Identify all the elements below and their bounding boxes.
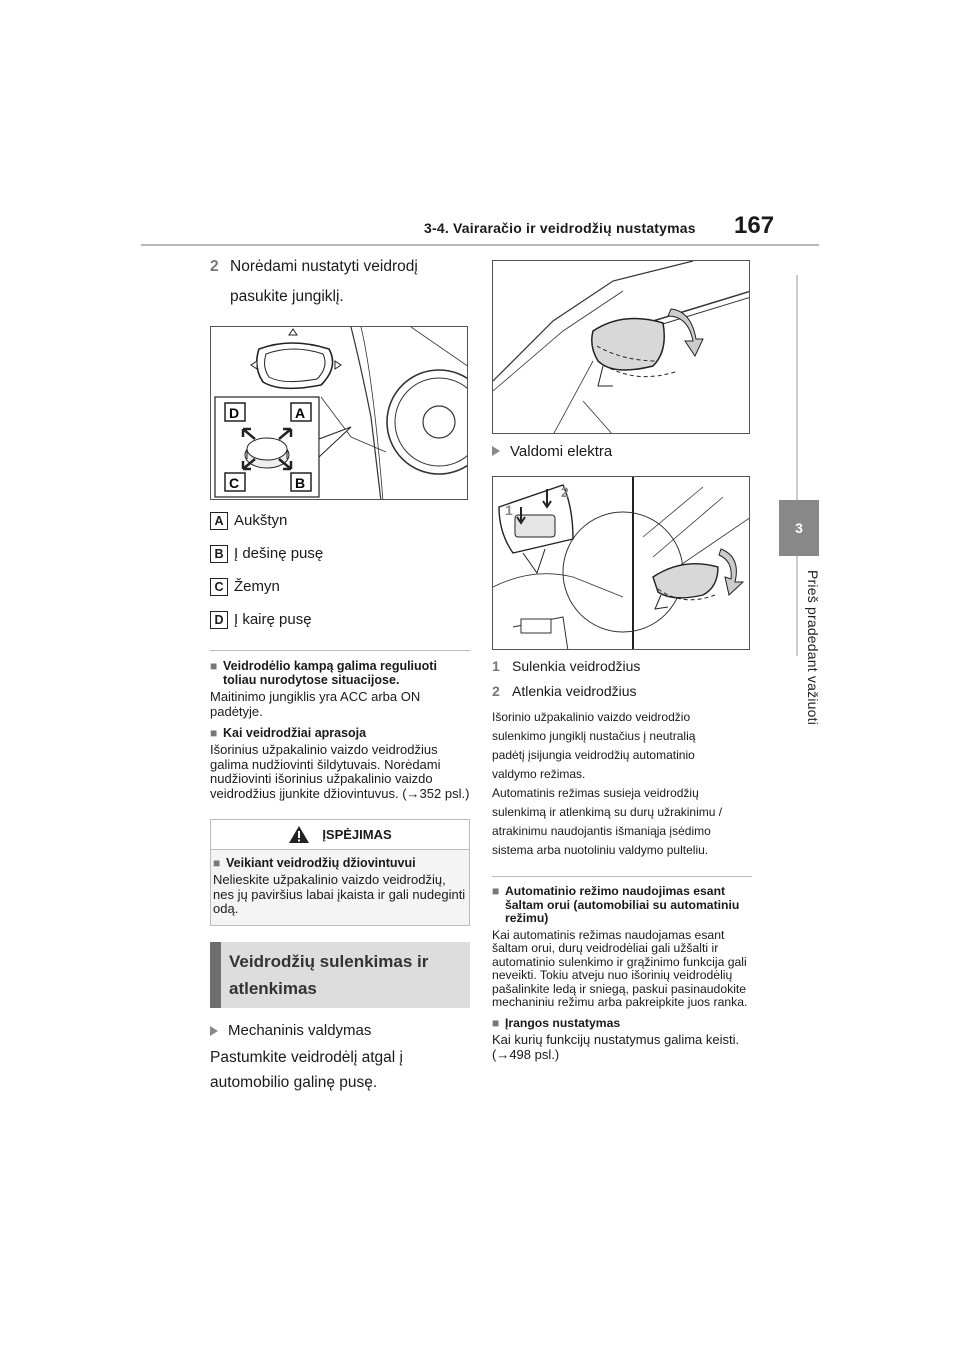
note-heading <box>210 726 470 740</box>
direction-text: Žemyn <box>234 578 280 595</box>
figure-label-a: A <box>295 405 306 421</box>
side-rule-top <box>796 275 798 500</box>
step-text-line2: pasukite jungiklį. <box>230 288 344 305</box>
figure-label-2: 2 <box>561 484 569 500</box>
manual-line2: automobilio galinę pusę. <box>210 1073 378 1091</box>
fold-step <box>492 654 752 679</box>
square-bullet-icon: ■ <box>492 1015 500 1030</box>
step-2 <box>210 252 470 312</box>
note-heading-text: Kai veidrodžiai aprasoja <box>223 726 367 740</box>
mirror-adjust-illustration <box>211 327 468 500</box>
mirror-fold-manual-illustration <box>493 261 750 434</box>
note-heading-text: Veidrodėlio kampą galima reguliuoti toliau nurodytose situacijose. <box>223 659 437 687</box>
manual-instruction <box>210 1045 470 1095</box>
warning-heading-text: Veikiant veidrodžių džiovintuvui <box>226 856 416 870</box>
section-rule <box>210 650 470 651</box>
note-text: Kai automatinis režimas naudojamas esant šaltam orui, durų veidrodėliai gali užšalti ir automatinio sulenkimo ir grąžinimo funkcija gali neveikti. Tokiu atveju nuo išorinių veidrodėlių pašalinkite ledą ir sniegą, paskui pasinaudokite mechaniniu režimu arba pakreipkite juos ranka. <box>492 927 748 1009</box>
square-bullet-icon: ■ <box>213 856 221 870</box>
auto-line: sulenkimą ir atlenkimą su durų užrakinimu / <box>492 805 723 819</box>
bullet-text: Valdomi elektra <box>510 442 613 460</box>
warning-text: Nelieskite užpakalinio vaizdo veidrodžių, nes jų paviršius labai įkaista ir gali nudeginti odą. <box>213 872 466 916</box>
direction-text: Į kairę pusę <box>234 611 312 628</box>
side-rule-bottom <box>796 556 798 656</box>
bullet-electric <box>492 440 752 462</box>
section-heading <box>210 942 470 1008</box>
auto-line: sulenkimo jungiklį nustačius į neutralią <box>492 729 696 743</box>
direction-key: C <box>210 578 228 596</box>
direction-key: D <box>210 611 228 629</box>
triangle-bullet-icon <box>210 1026 218 1036</box>
section-rule <box>492 876 752 877</box>
warning-title-text: ĮSPĖJIMAS <box>322 827 392 842</box>
auto-line: Išorinio užpakalinio vaizdo veidrodžio <box>492 710 691 724</box>
auto-mode-description <box>492 708 752 860</box>
section-title: 3-4. Vairaračio ir veidrodžių nustatymas <box>424 220 696 236</box>
chapter-tab[interactable]: 3 <box>779 500 819 556</box>
auto-line: padėtį įsijungia veidrodžių automatinio <box>492 748 695 762</box>
direction-key: B <box>210 545 228 563</box>
page-number: 167 <box>734 212 775 239</box>
square-bullet-icon: ■ <box>210 659 218 673</box>
auto-line: sistema arba nuotoliniu valdymo pulteliu. <box>492 843 709 857</box>
figure-label-c: C <box>229 475 240 491</box>
step-text: Atlenkia veidrodžius <box>512 683 637 699</box>
note-text: Maitinimo jungiklis yra ACC arba ON padėtyje. <box>210 689 421 719</box>
direction-text: Į dešinę pusę <box>234 545 324 562</box>
step-number: 2 <box>210 258 219 275</box>
auto-line: valdymo režimas. <box>492 767 586 781</box>
note-text[interactable]: Kai kurių funkcijų nustatymus galima keisti. (→498 psl.) <box>492 1032 740 1062</box>
triangle-bullet-icon <box>492 446 500 456</box>
figure-label-1: 1 <box>505 502 513 518</box>
warning-heading <box>213 856 467 870</box>
note-heading <box>210 659 470 687</box>
warning-triangle-icon <box>288 825 310 844</box>
direction-key: A <box>210 512 228 530</box>
manual-line1: Pastumkite veidrodėlį atgal į <box>210 1048 403 1066</box>
note-heading <box>492 885 752 926</box>
square-bullet-icon: ■ <box>210 726 218 740</box>
direction-item <box>210 603 470 636</box>
left-column <box>210 252 470 1095</box>
header-divider <box>141 244 819 246</box>
figure-label-d: D <box>229 405 240 421</box>
warning-title <box>211 820 469 850</box>
warning-box <box>210 819 470 926</box>
mirror-fold-electric-figure <box>492 476 750 650</box>
figure-label-b: B <box>295 475 306 491</box>
note-heading-text: Automatinio režimo naudojimas esant šaltam orui (automobiliai su automatiniu režimu) <box>505 884 740 925</box>
direction-item <box>210 570 470 603</box>
bullet-text: Mechaninis valdymas <box>228 1022 372 1039</box>
mirror-fold-manual-figure <box>492 260 750 434</box>
auto-line: atrakinimu naudojantis išmaniąja įsėdimo <box>492 824 711 838</box>
direction-list <box>210 504 470 636</box>
fold-step <box>492 679 752 704</box>
section-heading-line2: atlenkimas <box>229 978 317 998</box>
square-bullet-icon: ■ <box>492 884 500 898</box>
direction-item <box>210 537 470 570</box>
step-number: 2 <box>492 683 500 699</box>
step-number: 1 <box>492 658 500 674</box>
warning-body <box>211 850 469 925</box>
chapter-label: Prieš pradedant važiuoti <box>805 570 821 725</box>
step-text: Sulenkia veidrodžius <box>512 658 641 674</box>
direction-item <box>210 504 470 537</box>
section-heading-line1: Veidrodžių sulenkimas ir <box>229 951 429 971</box>
step-text-line1: Norėdami nustatyti veidrodį <box>230 258 418 275</box>
note-heading-text: Įrangos nustatymas <box>505 1015 621 1030</box>
direction-text: Aukštyn <box>234 512 288 529</box>
fold-steps <box>492 654 752 704</box>
auto-line: Automatinis režimas susieja veidrodžių <box>492 786 699 800</box>
note-text[interactable]: Išorinius užpakalinio vaizdo veidrodžius galima nudžiovinti šildytuvais. Norėdami nudžiovinti išorinius užpakalinio vaizdo veidrodžius įjunkite džiovintuvus. (→352 psl.) <box>210 742 470 801</box>
note-heading <box>492 1017 752 1031</box>
right-column <box>492 260 752 1069</box>
mirror-adjust-figure <box>210 326 468 500</box>
mirror-fold-electric-illustration <box>493 477 750 650</box>
bullet-manual <box>210 1020 470 1042</box>
step-text <box>230 252 418 312</box>
